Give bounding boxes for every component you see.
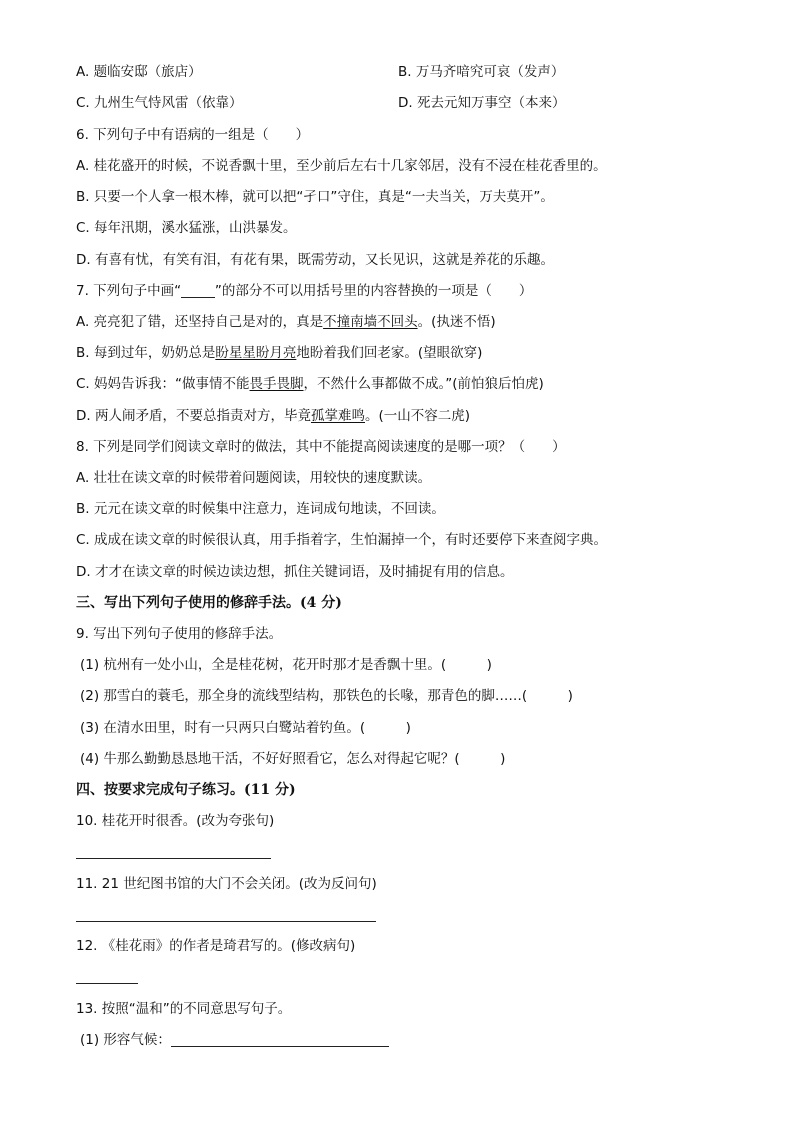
q12-stem: 12. 《桂花雨》的作者是琦君写的。(修改病句): [76, 938, 356, 954]
q10-stem: 10. 桂花开时很香。(改为夸张句): [76, 813, 275, 829]
q7-a-underlined: 不撞南墙不回头: [323, 314, 418, 330]
q7-d-underlined: 孤掌难鸣: [310, 408, 365, 424]
q10-answer-line[interactable]: [76, 858, 271, 859]
q8-stem: 8. 下列是同学们阅读文章时的做法，其中不能提高阅读速度的是哪一项？（ ）: [76, 439, 566, 455]
q7-a-replacement: 。(执迷不悟): [417, 314, 496, 330]
q8-option-d: D. 才才在读文章的时候边读边想，抓住关键词语，及时捕捉有用的信息。: [76, 564, 514, 580]
q7-option-b: [76, 343, 482, 363]
q7-b-text: B. 每到过年，奶奶总是: [76, 345, 216, 361]
q12-answer-line[interactable]: [76, 983, 138, 984]
q13-item-1-answer-line[interactable]: [171, 1032, 389, 1047]
q6-option-c: C. 每年汛期，溪水猛涨，山洪暴发。: [76, 220, 297, 236]
q6-option-d: D. 有喜有忧，有笑有泪，有花有果，既需劳动，又长见识，这就是养花的乐趣。: [76, 252, 554, 268]
q6-option-b: B. 只要一个人拿一根木棒，就可以把“孑口”守住，真是“一夫当关，万夫莫开”。: [76, 189, 554, 205]
q5-option-b: B. 万马齐喑究可哀（发声）: [398, 64, 565, 80]
q5-option-a: A. 题临安邸（旅店）: [76, 64, 202, 80]
q7-c-underlined: 畏手畏脚: [249, 376, 304, 392]
q7-a-text: A. 亮亮犯了错，还坚持自己是对的，真是: [76, 314, 324, 330]
q13-stem: 13. 按照“温和”的不同意思写句子。: [76, 1001, 292, 1017]
q7-c-replacement: ，不然什么事都做不成。”(前怕狼后怕虎): [303, 376, 544, 392]
q7-d-text: D. 两人闹矛盾，不要总指责对方，毕竟: [76, 408, 311, 424]
q6-stem: 6. 下列句子中有语病的一组是（ ）: [76, 127, 310, 143]
q9-sentence-1: (1) 杭州有一处小山，全是桂花树，花开时那才是香飘十里。( ): [80, 657, 492, 673]
q9-sentence-3: (3) 在清水田里，时有一只两只白鹭站着钓鱼。( ): [80, 720, 411, 736]
q13-item-1: [80, 1030, 389, 1050]
q9-stem: 9. 写出下列句子使用的修辞手法。: [76, 626, 283, 642]
q11-stem: 11. 21 世纪图书馆的大门不会关闭。(改为反问句): [76, 876, 377, 892]
q7-option-c: [76, 374, 544, 394]
q7-b-replacement: 地盼着我们回老家。(望眼欲穿): [296, 345, 483, 361]
q8-option-b: B. 元元在读文章的时候集中注意力，连词成句地读，不回读。: [76, 501, 445, 517]
q7-stem: 7. 下列句子中画“_____”的部分不可以用括号里的内容替换的一项是（ ）: [76, 283, 533, 299]
q9-sentence-2: (2) 那雪白的蓑毛，那全身的流线型结构，那铁色的长喙，那青色的脚……( ): [80, 688, 573, 704]
q7-c-text: C. 妈妈告诉我：“做事情不能: [76, 376, 250, 392]
q9-sentence-4: (4) 牛那么勤勤恳恳地干活，不好好照看它，怎么对得起它呢？( ): [80, 751, 506, 767]
q6-option-a: A. 桂花盛开的时候，不说香飘十里，至少前后左右十几家邻居，没有不浸在桂花香里的。: [76, 158, 607, 174]
q8-option-a: A. 壮壮在读文章的时候带着问题阅读，用较快的速度默读。: [76, 470, 432, 486]
q5-option-c: C. 九州生气恃风雷（依靠）: [76, 95, 243, 111]
q7-option-a: [76, 312, 496, 332]
q13-item-1-label: (1) 形容气候：: [80, 1032, 171, 1048]
q7-d-replacement: 。(一山不容二虎): [364, 408, 471, 424]
q8-option-c: C. 成成在读文章的时候很认真，用手指着字，生怕漏掉一个，有时还要停下来查阅字典。: [76, 532, 608, 548]
section-4-heading: 四、按要求完成句子练习。(11 分): [76, 782, 296, 798]
q7-b-underlined: 盼星星盼月亮: [215, 345, 297, 361]
section-3-heading: 三、写出下列句子使用的修辞手法。(4 分): [76, 595, 342, 611]
q11-answer-line[interactable]: [76, 921, 376, 922]
q5-option-d: D. 死去元知万事空（本来）: [398, 95, 566, 111]
q7-option-d: [76, 406, 470, 426]
